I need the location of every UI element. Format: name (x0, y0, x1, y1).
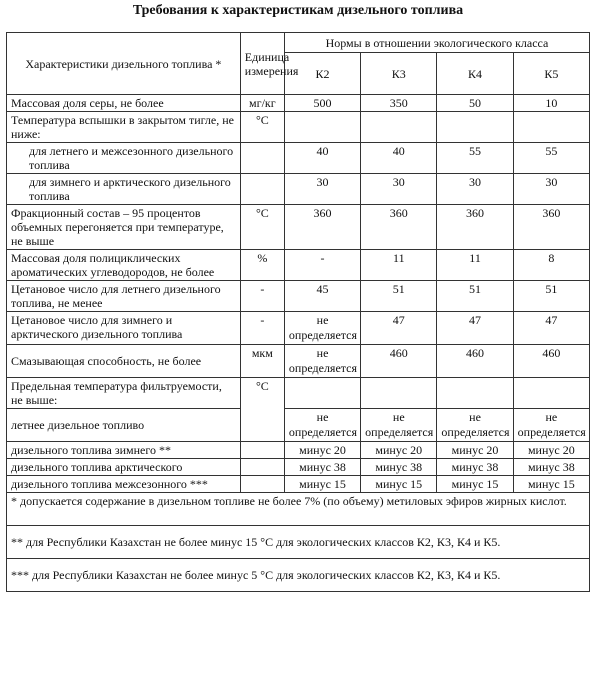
row-value: 47 (437, 312, 513, 345)
row-unit: мкм (240, 345, 284, 378)
row-label: дизельного топлива арктического (7, 459, 241, 476)
header-class-k5: К5 (513, 53, 589, 95)
row-unit (240, 476, 284, 493)
header-class-k4: К4 (437, 53, 513, 95)
row-value: 30 (513, 174, 589, 205)
row-value: 350 (361, 95, 437, 112)
row-value: 460 (513, 345, 589, 378)
row-value: минус 15 (284, 476, 360, 493)
row-label: дизельного топлива межсезонного *** (7, 476, 241, 493)
row-value: минус 15 (513, 476, 589, 493)
row-unit (240, 174, 284, 205)
row-value: не определяется (284, 312, 360, 345)
row-value: 11 (437, 250, 513, 281)
row-value: 51 (437, 281, 513, 312)
table-row (7, 476, 590, 493)
row-unit: мг/кг (240, 95, 284, 112)
row-value: 360 (284, 205, 360, 250)
table-row (7, 409, 590, 442)
row-value: 55 (437, 143, 513, 174)
row-value: 11 (361, 250, 437, 281)
row-value: 8 (513, 250, 589, 281)
row-unit: °С (240, 112, 284, 143)
row-value: минус 15 (361, 476, 437, 493)
row-value: 51 (361, 281, 437, 312)
row-value: 45 (284, 281, 360, 312)
row-value: минус 38 (284, 459, 360, 476)
table-row (7, 95, 590, 112)
row-value: 360 (437, 205, 513, 250)
row-value: минус 20 (437, 442, 513, 459)
row-value: минус 38 (437, 459, 513, 476)
row-value: 460 (361, 345, 437, 378)
row-unit (240, 442, 284, 459)
row-unit: °С (240, 205, 284, 250)
table-row (7, 442, 590, 459)
table-row (7, 459, 590, 476)
row-value: - (284, 250, 360, 281)
table-row (7, 250, 590, 281)
row-value: не определяется (513, 409, 589, 442)
row-value: не определяется (437, 409, 513, 442)
table-row (7, 143, 590, 174)
table-row (7, 345, 590, 378)
row-value: 360 (513, 205, 589, 250)
document-title: Требования к характеристикам дизельного топлива (132, 3, 464, 18)
footnote-3: *** для Республики Казахстан не более минус 5 °С для экологических классов К2, К3, К4 и К5. (7, 559, 590, 592)
row-label: Массовая доля серы, не более (7, 95, 241, 112)
table-row (7, 174, 590, 205)
footnote-2: ** для Республики Казахстан не более минус 15 °С для экологических классов К2, К3, К4 и К5. (7, 526, 590, 559)
table-row (7, 112, 590, 143)
row-value: 30 (437, 174, 513, 205)
row-value: 47 (361, 312, 437, 345)
table-row (7, 205, 590, 250)
row-value: минус 38 (361, 459, 437, 476)
row-unit (240, 143, 284, 174)
row-label: Смазывающая способность, не более (7, 345, 241, 378)
row-value: 500 (284, 95, 360, 112)
row-value: минус 20 (513, 442, 589, 459)
row-value: 30 (361, 174, 437, 205)
row-unit: % (240, 250, 284, 281)
row-value: 55 (513, 143, 589, 174)
row-unit: - (240, 312, 284, 345)
row-value: 360 (361, 205, 437, 250)
row-label: дизельного топлива зимнего ** (7, 442, 241, 459)
row-label: для летнего и межсезонного дизельного топлива (7, 143, 241, 174)
fuel-requirements-table (6, 32, 590, 592)
row-value: 51 (513, 281, 589, 312)
row-label: Цетановое число для летнего дизельного топлива, не менее (7, 281, 241, 312)
row-value: не определяется (284, 345, 360, 378)
row-label: Фракционный состав – 95 процентов объемных перегоняется при температуре, не выше (7, 205, 241, 250)
row-unit (240, 459, 284, 476)
row-value: минус 20 (361, 442, 437, 459)
row-value: 50 (437, 95, 513, 112)
header-norms: Нормы в отношении экологического класса (284, 33, 589, 53)
row-value: 40 (284, 143, 360, 174)
row-value: минус 20 (284, 442, 360, 459)
header-class-k2: К2 (284, 53, 360, 95)
row-label: Температура вспышки в закрытом тигле, не ниже: (7, 112, 241, 143)
row-label: для зимнего и арктического дизельного топлива (7, 174, 241, 205)
row-value: 10 (513, 95, 589, 112)
row-value: 460 (437, 345, 513, 378)
row-value: не определяется (284, 409, 360, 442)
row-value: 40 (361, 143, 437, 174)
row-value: 47 (513, 312, 589, 345)
header-unit: Единица измерения (240, 33, 284, 95)
footnote-1: * допускается содержание в дизельном топливе не более 7% (по объему) метиловых эфиров жирных кислот. (7, 493, 590, 526)
row-label: Цетановое число для зимнего и арктического дизельного топлива (7, 312, 241, 345)
header-class-k3: К3 (361, 53, 437, 95)
row-value: не определяется (361, 409, 437, 442)
row-unit: - (240, 281, 284, 312)
row-value: минус 38 (513, 459, 589, 476)
header-characteristic: Характеристики дизельного топлива * (7, 33, 241, 95)
row-value: 30 (284, 174, 360, 205)
table-row (7, 378, 590, 409)
row-label: Массовая доля полициклических ароматических углеводородов, не более (7, 250, 241, 281)
row-unit: °С (240, 378, 284, 442)
row-label: Предельная температура фильтруемости, не выше: (7, 378, 241, 409)
row-value: минус 15 (437, 476, 513, 493)
table-row (7, 312, 590, 345)
row-label: летнее дизельное топливо (7, 409, 241, 442)
table-row (7, 281, 590, 312)
